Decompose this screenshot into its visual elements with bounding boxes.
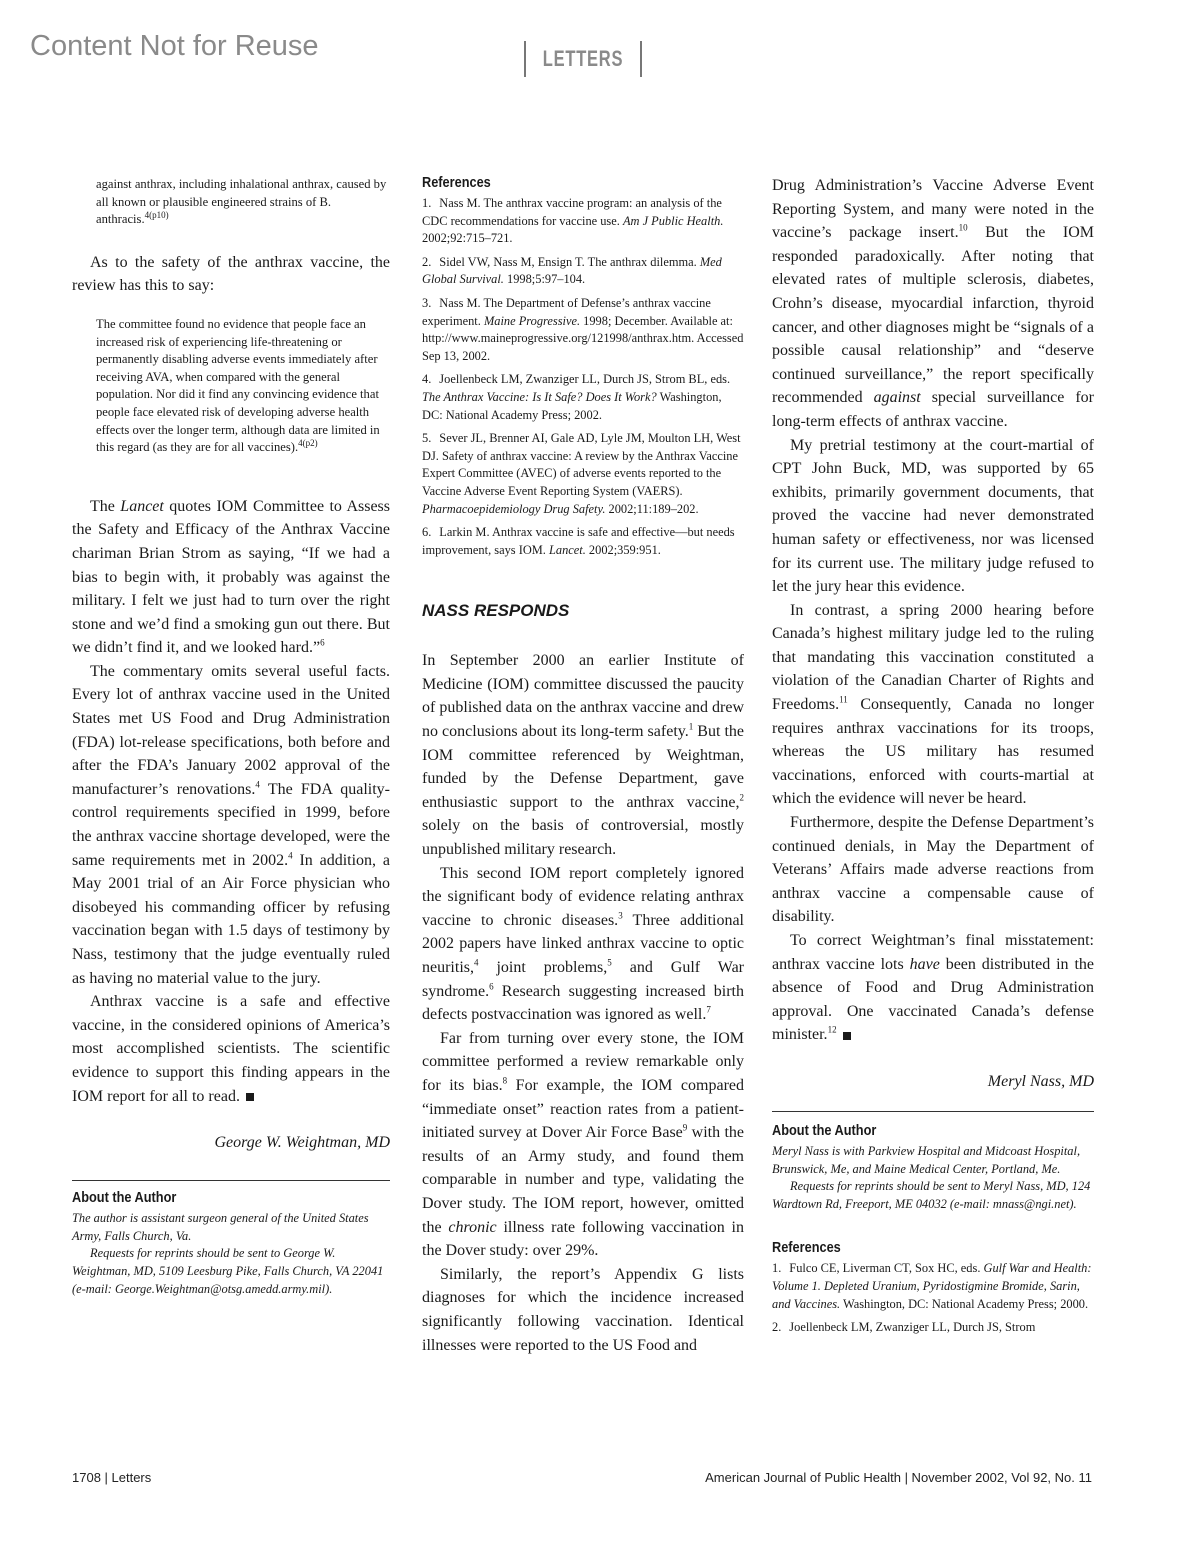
reference-number: 2. <box>772 1320 782 1335</box>
quote-text: The committee found no evidence that people face an increased risk of experiencing life-threatening or permanently disabling adverse events immediately after receiving AVA, when compared with the general population. Nor did it find any convincing evidence that people face elevated risk of developing adverse health effects over the longer term, although data are limited in this regard (as they are for all vaccines). <box>96 316 380 455</box>
references-title: References <box>422 174 491 191</box>
reprints-info: Requests for reprints should be sent to Meryl Nass, MD, 124 Wardtown Rd, Freeport, ME 04032 (e-mail: mnass@ngi.net). <box>772 1179 1091 1211</box>
reference-number: 2. <box>422 254 432 269</box>
header-left-bar <box>524 41 526 77</box>
citation: 4 <box>288 850 293 861</box>
paragraph: In September 2000 an earlier Institute of Medicine (IOM) committee discussed the paucity of published data on the anthrax vaccine and drew no conclusions about its long-term safety.$^1$ But the IOM committee referenced by Weightman, funded by the Defense Department, gave enthusiastic support to the anthrax vaccine,$^2$ solely on the basis of controversial, mostly unpublished military research. <box>422 652 745 859</box>
footer-journal-info: American Journal of Public Health | November 2002, Vol 92, No. 11 <box>705 1470 1092 1485</box>
citation: 8 <box>502 1075 508 1086</box>
citation: 10 <box>958 222 968 233</box>
reference-number: 1. <box>772 1261 782 1276</box>
nass-responds-heading: NASS RESPONDS <box>422 601 570 621</box>
about-author-title: About the Author <box>72 1189 177 1207</box>
paragraph: Far from turning over every stone, the IOM committee performed a review remarkable only for its bias.$^8$ For example, the IOM compared “immediate onset” reaction rates from a patient-initiated survey at Dover Air Force Base$^9$ with the results of an Army study, and found them comparable in number and type, validating the Dover study. The IOM report, however, omitted the chronic illness rate following vaccination in the Dover study: over 29%. <box>422 1029 745 1260</box>
paragraph: To correct Weightman’s final misstatement: anthrax vaccine lots have been distributed in the absence of Food and Drug Administration approval. One vaccinated Canada’s defense minister.$^{12}$ <box>772 932 1094 1044</box>
section-header <box>524 40 642 78</box>
citation: 4 <box>474 957 479 968</box>
end-mark-icon <box>246 1093 254 1101</box>
paragraph: As to the safety of the anthrax vaccine, the review has this to say: <box>72 253 390 295</box>
reference-item: 6. Larkin M. Anthrax vaccine is safe and effective—but needs improvement, says IOM. Lancet. 2002;359:951. <box>422 525 735 557</box>
paragraph: The Lancet quotes IOM Committee to Assess the Safety and Efficacy of the Anthrax Vaccine chariman Brian Strom as saying, “If we had a bias to begin with, it probably was against the military. I felt we just had to turn over the right stone and we’d find a smoking gun out there. But we didn’t find it, and we looked hard.”$^6$ <box>72 497 391 657</box>
paragraph: Anthrax vaccine is a safe and effective vaccine, in the considered opinions of America’s most accomplished scientists. The scientific evidence to support this finding appears in the IOM report for all to read. <box>72 993 390 1105</box>
citation: 6 <box>489 981 494 992</box>
citation: 4(p10) <box>144 210 169 220</box>
section-label: LETTERS <box>542 46 624 71</box>
citation: 4(p2) <box>298 437 318 448</box>
paragraph: Furthermore, despite the Defense Department’s continued denials, in May the Department of Veterans’ Affairs made adverse reactions from anthrax vaccine a compensable cause of disability. <box>772 814 1094 926</box>
reference-item: 1. Nass M. The anthrax vaccine program: an analysis of the CDC recommendations for vaccine use. Am J Public Health. 2002;92:715–721. <box>422 196 724 246</box>
reference-number: 1. <box>422 196 432 210</box>
reference-number: 3. <box>422 295 432 310</box>
column-1 <box>72 174 390 1298</box>
about-author-title: About the Author <box>772 1121 877 1139</box>
divider <box>72 1180 390 1181</box>
reference-number: 4. <box>422 372 432 387</box>
paragraph: Similarly, the report’s Appendix G lists diagnoses for which the incidence increased significantly following vaccination. Identical illnesses were reported to the US Food and <box>422 1265 744 1354</box>
citation: 3 <box>618 910 623 921</box>
author-affiliation: The author is assistant surgeon general of the United States Army, Falls Church, Va. <box>72 1211 369 1243</box>
citation: 2 <box>739 792 744 803</box>
block-quote-safety <box>96 316 390 457</box>
citation: 1 <box>688 721 694 732</box>
header-right-bar <box>640 41 642 77</box>
author-affiliation: Meryl Nass is with Parkview Hospital and Midcoast Hospital, Brunswick, Me, and Maine Medical Center, Portland, Me. <box>772 1143 1081 1176</box>
reference-number: 6. <box>422 525 432 540</box>
citation: 11 <box>839 694 848 705</box>
column-2 <box>422 174 744 1357</box>
paragraph: The commentary omits several useful facts. Every lot of anthrax vaccine used in the United States met US Food and Drug Administration (FDA) lot-release specifications, both before and after the FDA’s January 2002 approval of the manufacturer’s renovations.$^4$ The FDA quality-control requirements specified in 1999, before the anthrax vaccine shortage developed, were the same requirements met in 2002.$^4$ In addition, a May 2001 trial of an Air Force physician who disobeyed his commanding officer by refusing vaccination began with 1.5 days of testimony by Nass, testimony that the judge eventually ruled as having no material value to the jury. <box>72 662 390 987</box>
reference-list <box>422 195 744 559</box>
block-quote-efficacy <box>96 176 390 229</box>
about-author-text <box>772 1143 1094 1213</box>
paragraph: This second IOM report completely ignored the significant body of evidence relating anthrax vaccine to chronic diseases.$^3$ Three additional 2002 papers have linked anthrax vaccine to optic neuritis,$^4$ joint problems,$^5$ and Gulf War syndrome.$^6$ Research suggesting increased birth defects postvaccination was ignored as well.$^7$ <box>422 864 745 1024</box>
citation: 5 <box>607 957 612 968</box>
italic-journal: Lancet <box>120 497 164 515</box>
divider <box>772 1111 1094 1112</box>
reference-item: 2. Sidel VW, Nass M, Ensign T. The anthrax dilemma. Med Global Survival. 1998;5:97–104. <box>422 254 722 287</box>
column-3 <box>772 174 1094 1343</box>
reference-number: 5. <box>422 431 432 446</box>
paragraph: In contrast, a spring 2000 hearing before Canada’s highest military judge led to the ruling that mandating this vaccination constituted a violation of the Canadian Charter of Rights and Freedoms.$^{11}$ Consequently, Canada no longer requires anthrax vaccinations for its troops, whereas the US military has resumed vaccinations, enforced with courts-martial at which the evidence will never be heard. <box>772 601 1094 808</box>
citation: 6 <box>320 637 325 648</box>
end-mark-icon <box>843 1032 851 1040</box>
citation: 9 <box>682 1122 688 1133</box>
paragraph: Drug Administration’s Vaccine Adverse Event Reporting System, and many were noted in the vaccine’s package insert.$^{10}$ But the IOM responded paradoxically. After noting that elevated rates of multiple sclerosis, diabetes, Crohn’s disease, myocardial infarction, thyroid cancer, and other diagnoses might be “signals of a possible causal relationship” and “deserve continued surveillance,” the report specifically recommended against special surveillance for long-term effects of anthrax vaccine. <box>772 177 1094 430</box>
about-author-text <box>72 1210 390 1298</box>
reference-item: 2. Joellenbeck LM, Zwanziger LL, Durch JS, Strom <box>772 1320 1036 1335</box>
references-title: References <box>772 1239 841 1257</box>
signature: Meryl Nass, MD <box>987 1072 1094 1090</box>
reference-item: 3. Nass M. The Department of Defense’s anthrax vaccine experiment. Maine Progressive. 1998; December. Available at: http://www.maineprogressive.org/121998/anthrax.htm. Accessed Sep 13, 2002. <box>422 295 744 363</box>
watermark: Content Not for Reuse <box>30 30 319 62</box>
quote-text: against anthrax, including inhalational anthrax, caused by all known or plausible engineered strains of B. anthracis. <box>96 177 387 227</box>
reference-item: 5. Sever JL, Brenner AI, Gale AD, Lyle JM, Moulton LH, West DJ. Safety of anthrax vaccine: A review by the Anthrax Vaccine Expert Committee (AVEC) of adverse events reported to the Vaccine Adverse Event Reporting System (VAERS). Pharmacoepidemiology Drug Safety. 2002;11:189–202. <box>422 431 741 516</box>
footer-page-info: 1708 | Letters <box>72 1470 152 1485</box>
paragraph: My pretrial testimony at the court-martial of CPT John Buck, MD, was supported by 65 exhibits, primarily government documents, that proved the vaccine had never demonstrated human safety or effectiveness, nor was licensed for its current use. The military judge refused to let the jury hear this evidence. <box>772 436 1094 596</box>
reprints-info: Requests for reprints should be sent to George W. Weightman, MD, 5109 Leesburg Pike, Falls Church, VA 22041 (e-mail: George.Weightman@otsg.amedd.army.mil). <box>72 1246 384 1296</box>
reference-list <box>772 1260 1094 1336</box>
citation: 12 <box>827 1025 837 1036</box>
signature: George W. Weightman, MD <box>214 1134 390 1152</box>
citation: 4 <box>255 779 260 790</box>
reference-item: 1. Fulco CE, Liverman CT, Sox HC, eds. Gulf War and Health: Volume 1. Depleted Uranium, Pyridostigmine Bromide, Sarin, and Vaccines. Washington, DC: National Academy Press; 2000. <box>772 1261 1092 1311</box>
citation: 7 <box>706 1004 711 1015</box>
reference-item: 4. Joellenbeck LM, Zwanziger LL, Durch JS, Strom BL, eds. The Anthrax Vaccine: Is It Safe? Does It Work? Washington, DC: National Academy Press; 2002. <box>422 372 731 422</box>
